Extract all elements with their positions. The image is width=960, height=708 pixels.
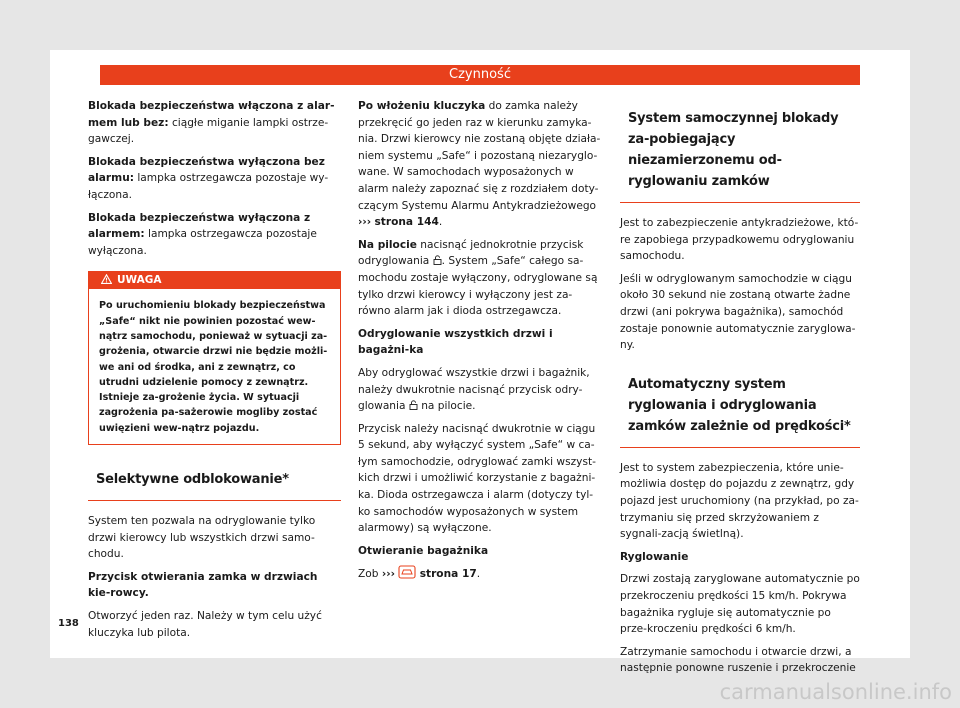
paragraph: Drzwi zostają zaryglowane automatycznie po przekroczeniu prędkości 15 km/h. Pokrywa bagażnika rygluje się automatycznie po prze-kroczeniu prędkości 6 km/h. xyxy=(620,573,860,636)
warning-header xyxy=(89,272,340,289)
subheading: Ryglowanie xyxy=(620,550,689,563)
page-reference-link[interactable]: strona 17 xyxy=(419,568,477,581)
paragraph xyxy=(358,365,604,415)
text: . xyxy=(476,568,481,581)
paragraph: System ten pozwala na odryglowanie tylko drzwi kierowcy lub wszystkich drzwi samo-chodu. xyxy=(88,515,316,561)
page-reference-link[interactable]: strona 144 xyxy=(374,216,439,229)
term: Blokada bezpieczeństwa wyłączona z alarmem: xyxy=(88,211,311,241)
column-1 xyxy=(88,98,341,647)
text: na pilocie. xyxy=(417,400,476,413)
paragraph: Jest to system zabezpieczenia, które unie-możliwia dostęp do pojazdu z zewnątrz, gdy pojazd jest uruchomiony (na przykład, po za-trzymaniu się przed skrzyżowaniem z sygnali-zacją świetlną). xyxy=(620,461,859,541)
text: nacisnąć jednokrotnie przycisk odryglowania xyxy=(358,238,584,268)
text: . System „Safe“ całego sa-mochodu zostaje wyłączony, odryglowane są tylko drzwi kierowcy i wyłączony jest za-równo alarm jak i dioda ostrzegawcza. xyxy=(358,255,598,318)
paragraph xyxy=(88,154,341,204)
car-front-icon xyxy=(398,565,416,579)
text: Aby odryglować wszystkie drzwi i bagażnik, należy dwukrotnie nacisnąć przycisk odry-glowania xyxy=(358,366,590,413)
paragraph: Jest to zabezpieczenie antykradzieżowe, któ-re zapobiega przypadkowemu odryglowaniu samochodu. xyxy=(620,217,859,263)
text: Zob xyxy=(358,568,379,581)
paragraph: Jeśli w odryglowanym samochodzie w ciągu około 30 sekund nie zostaną otwarte żadne drzwi (ani pokrywa bagażnika), samochód zostaje ponownie automatycznie zaryglowa-ny. xyxy=(620,272,856,352)
subheading: Otwieranie bagażnika xyxy=(358,544,489,557)
warning-triangle-icon xyxy=(101,274,112,284)
paragraph xyxy=(358,237,604,320)
text: ciągłe miganie lampki ostrze-gawczej. xyxy=(88,116,329,146)
subheading: Odryglowanie wszystkich drzwi i bagażni-ka xyxy=(358,327,553,357)
paragraph xyxy=(88,98,341,148)
warning-box xyxy=(88,271,341,445)
unlock-icon xyxy=(433,255,442,265)
term: Blokada bezpieczeństwa wyłączona bez alarmu: xyxy=(88,155,325,185)
paragraph: Otworzyć jeden raz. Należy w tym celu użyć kluczyka lub pilota. xyxy=(88,609,322,639)
paragraph xyxy=(88,210,341,260)
reference-arrows: ››› xyxy=(358,216,372,229)
subheading: Przycisk otwierania zamka w drzwiach kie-rowcy. xyxy=(88,570,318,600)
term: Blokada bezpieczeństwa włączona z alar-mem lub bez: xyxy=(88,100,335,129)
text: lampka ostrzegawcza pozostaje wy-łączona. xyxy=(88,172,329,201)
text: lampka ostrzegawcza pozostaje wyłączona. xyxy=(88,228,317,257)
column-3 xyxy=(620,98,860,683)
reference-arrows: ››› xyxy=(381,568,395,581)
paragraph xyxy=(358,565,604,583)
page-number: 138 xyxy=(58,618,79,629)
unlock-icon xyxy=(409,400,418,410)
section-heading: Selektywne odblokowanie* xyxy=(88,459,341,501)
warning-text: Po uruchomieniu blokady bezpieczeństwa „Safe“ nikt nie powinien pozostać wew-nątrz samochodu, ponieważ w sytuacji za-grożenia, otwarcie drzwi nie będzie możli-we ani od środka, ani z zewnątrz, co utrudni udzielenie pomocy z zewnątrz. Istnieje za-grożenie życia. W sytuacji zagrożenia pa-sażerowie mogliby zostać uwięzieni wew-nątrz pojazdu. xyxy=(99,300,328,434)
paragraph: Zatrzymanie samochodu i otwarcie drzwi, a następnie ponowne ruszenie i przekroczenie xyxy=(620,645,856,675)
warning-title: UWAGA xyxy=(117,274,162,287)
watermark: carmanualsonline.info xyxy=(719,680,952,704)
section-heading: System samoczynnej blokady za-pobiegający niezamierzonemu od-ryglowaniu zamków xyxy=(620,98,860,203)
text: do zamka należy przekręcić go jeden raz w kierunku zamyka-nia. Drzwi kierowcy nie zostaną objęte działa-niem systemu „Safe“ i pozostaną niezaryglo-wane. W samochodach wyposażonych w alarm należy zapoznać się z rozdziałem doty-czącym Systemu Alarmu Antykradzieżowego xyxy=(358,100,601,212)
paragraph: Po włożeniu kluczyka do zamka należy przekręcić go jeden raz w kierunku zamyka-nia. Drzwi kierowcy nie zostaną objęte działa-niem systemu „Safe“ i pozostaną niezaryglo-wane. W samochodach wyposażonych w alarm należy zapoznać się z rozdziałem doty-czącym Systemu Alarmu Antykradzieżowego ››› strona 144. xyxy=(358,100,601,229)
paragraph: Przycisk należy nacisnąć dwukrotnie w ciągu 5 sekund, aby wyłączyć system „Safe“ w ca-łym samochodzie, odryglować zamki wszyst-kich drzwi i umożliwić korzystanie z bagażni-ka. Dioda ostrzegawcza i alarm (dotyczy tyl-ko samochodów wyposażonych w system alarmowy) są wyłączone. xyxy=(358,422,596,535)
term: Po włożeniu kluczyka xyxy=(358,100,486,112)
column-2 xyxy=(358,98,604,589)
page-header: Czynność xyxy=(100,65,860,85)
term: Na pilocie xyxy=(358,238,417,251)
section-heading: Automatyczny system ryglowania i odryglowania zamków zależnie od prędkości* xyxy=(620,364,860,448)
